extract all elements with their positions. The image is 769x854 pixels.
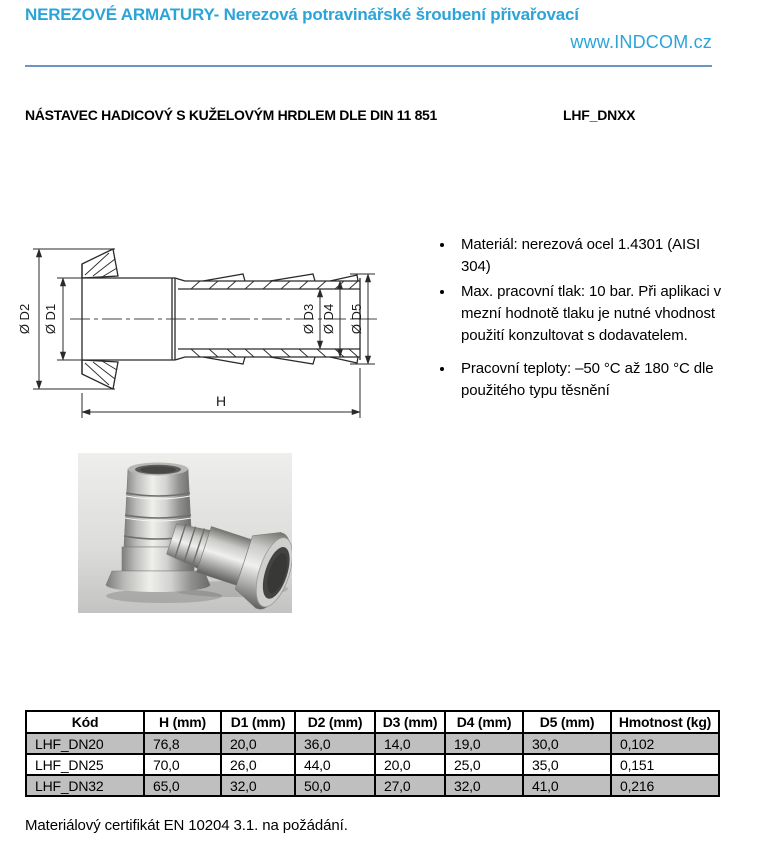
cell-d5: 30,0: [523, 733, 611, 754]
cell-d3: 14,0: [375, 733, 445, 754]
cell-d5: 35,0: [523, 754, 611, 775]
cell-h: 70,0: [144, 754, 221, 775]
cell-d1: 32,0: [221, 775, 295, 796]
website-link[interactable]: www.INDCOM.cz: [570, 32, 712, 52]
dim-label-d1: Ø D1: [43, 303, 58, 335]
cell-d2: 44,0: [295, 754, 375, 775]
header-cell-d2: D2 (mm): [295, 711, 375, 733]
product-photo-svg: [78, 453, 292, 613]
cell-hmotnost: 0,151: [611, 754, 719, 775]
header-cell-kod: Kód: [26, 711, 144, 733]
dim-label-d3: Ø D3: [301, 303, 316, 335]
hatch-lines: [85, 253, 358, 385]
technical-drawing: [15, 228, 407, 439]
table-header-row: [26, 711, 719, 733]
table-row: [26, 733, 719, 754]
header-cell-d3: D3 (mm): [375, 711, 445, 733]
product-heading: NÁSTAVEC HADICOVÝ S KUŽELOVÝM HRDLEM DLE DIN 11 851: [25, 107, 438, 123]
cell-h: 65,0: [144, 775, 221, 796]
dim-label-d4: Ø D4: [321, 303, 336, 335]
bullet-pressure: • Max. pracovní tlak: 10 bar. Při aplikaci v mezní hodnotě tlaku je nutné vhodnost použití konzultovat s dodavatelem.: [455, 281, 723, 347]
cell-d4: 32,0: [445, 775, 523, 796]
cell-d4: 19,0: [445, 733, 523, 754]
spec-table: [25, 710, 720, 797]
table-row: [26, 775, 719, 796]
cell-hmotnost: 0,216: [611, 775, 719, 796]
dim-label-d2: Ø D2: [17, 303, 32, 335]
dimensions-table: [25, 710, 720, 797]
cell-d4: 25,0: [445, 754, 523, 775]
product-photo: [78, 453, 292, 613]
cell-h: 76,8: [144, 733, 221, 754]
table-row: [26, 754, 719, 775]
spec-bullets: [427, 234, 723, 405]
cell-hmotnost: 0,102: [611, 733, 719, 754]
dim-label-d5: Ø D5: [349, 303, 364, 335]
bullet-temperature: • Pracovní teploty: –50 °C až 180 °C dle použitého typu těsnění: [455, 358, 723, 402]
cell-d1: 26,0: [221, 754, 295, 775]
footer-note: Materiálový certifikát EN 10204 3.1. na požádání.: [25, 817, 348, 834]
cell-d1: 20,0: [221, 733, 295, 754]
drawing-svg: [15, 228, 407, 434]
product-code: LHF_DNXX: [563, 107, 636, 123]
header-cell-hmotnost: Hmotnost (kg): [611, 711, 719, 733]
dim-label-h: H: [215, 393, 227, 409]
page-title: NEREZOVÉ ARMATURY- Nerezová potravinářské šroubení přivařovací: [25, 5, 579, 24]
bullet-material: • Materiál: nerezová ocel 1.4301 (AISI 304): [455, 234, 723, 278]
cell-d3: 20,0: [375, 754, 445, 775]
header-rule: [25, 65, 712, 67]
cell-kod: LHF_DN20: [26, 733, 144, 754]
header-cell-d5: D5 (mm): [523, 711, 611, 733]
header-cell-h: H (mm): [144, 711, 221, 733]
cell-kod: LHF_DN32: [26, 775, 144, 796]
cell-kod: LHF_DN25: [26, 754, 144, 775]
cell-d2: 36,0: [295, 733, 375, 754]
cell-d5: 41,0: [523, 775, 611, 796]
header-cell-d1: D1 (mm): [221, 711, 295, 733]
header-cell-d4: D4 (mm): [445, 711, 523, 733]
cell-d3: 27,0: [375, 775, 445, 796]
cell-d2: 50,0: [295, 775, 375, 796]
